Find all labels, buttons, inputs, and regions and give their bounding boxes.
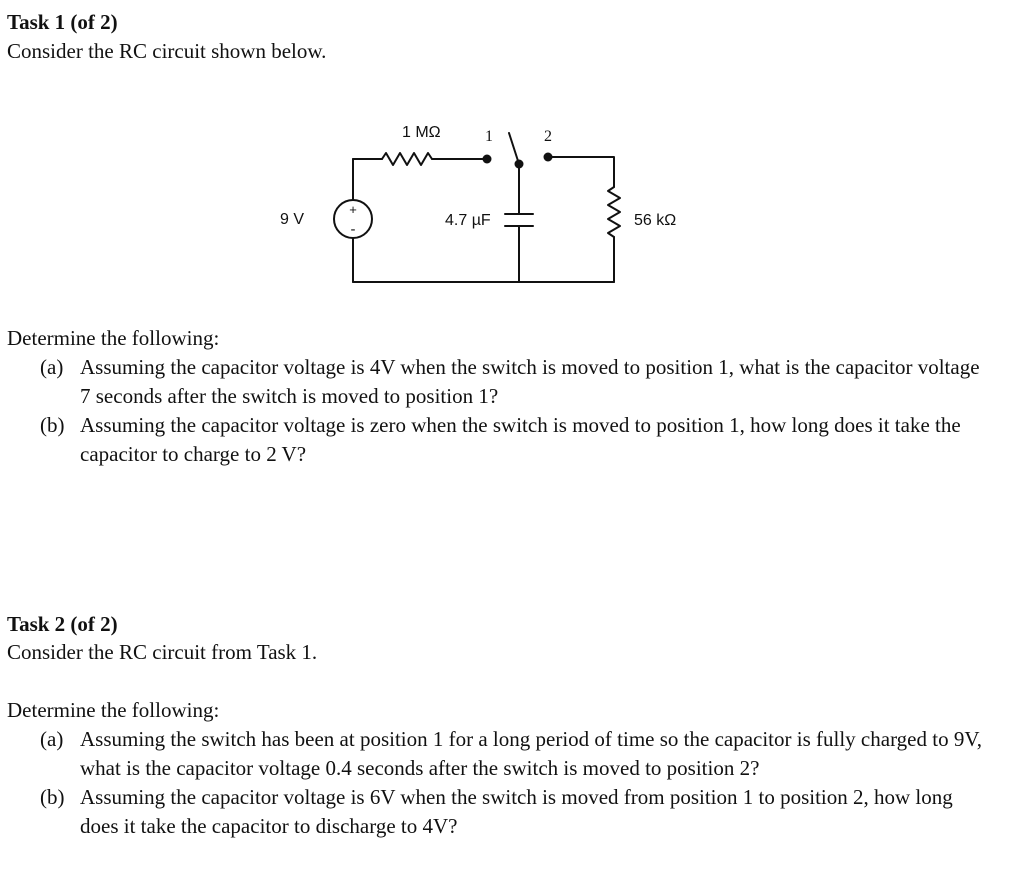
switch-contact-2 — [544, 153, 553, 162]
resistor-1-symbol — [382, 153, 432, 165]
wire-top-right — [548, 157, 614, 187]
question-label: (a) — [40, 727, 64, 751]
question-text: Assuming the capacitor voltage is 6V when the switch is moved from position 1 to position 2, how long does it take the capacitor to discharge to 4V? — [80, 785, 953, 838]
task2-question-b — [40, 783, 990, 841]
question-text: Assuming the switch has been at position 1 for a long period of time so the capacitor is fully charged to 9V, what is the capacitor voltage 0.4 seconds after the switch is moved to position 2? — [80, 727, 983, 780]
resistor-2-symbol — [608, 187, 620, 237]
switch-pivot — [515, 160, 524, 169]
task1-question-b — [40, 411, 980, 469]
switch-contact-1 — [483, 155, 492, 164]
task1-intro: Consider the RC circuit shown below. — [7, 39, 327, 63]
task1-question-list — [40, 353, 980, 469]
resistor-1-label: 1 MΩ — [402, 124, 441, 141]
task1-determine-label: Determine the following: — [7, 326, 220, 350]
capacitor-label: 4.7 µF — [445, 212, 491, 229]
task2-determine-label: Determine the following: — [7, 698, 220, 722]
switch-position-2-label: 2 — [544, 128, 552, 145]
question-label: (b) — [40, 785, 65, 809]
task1-title: Task 1 (of 2) — [7, 10, 118, 34]
task2-title: Task 2 (of 2) — [7, 612, 118, 636]
task1-question-a — [40, 353, 980, 411]
task2-question-a — [40, 725, 990, 783]
task2-intro: Consider the RC circuit from Task 1. — [7, 640, 318, 664]
source-plus-sign: + — [349, 202, 357, 217]
question-label: (b) — [40, 413, 65, 437]
question-text: Assuming the capacitor voltage is 4V when the switch is moved to position 1, what is the capacitor voltage 7 seconds after the switch is moved to position 1? — [80, 355, 980, 408]
question-text: Assuming the capacitor voltage is zero when the switch is moved to position 1, how long does it take the capacitor to charge to 2 V? — [80, 413, 961, 466]
question-label: (a) — [40, 355, 64, 379]
task2-question-list — [40, 725, 990, 841]
source-voltage-label: 9 V — [280, 211, 305, 228]
voltage-source-symbol — [334, 200, 372, 238]
switch-position-1-label: 1 — [485, 128, 493, 145]
resistor-2-label: 56 kΩ — [634, 212, 677, 229]
source-minus-sign: - — [350, 221, 356, 238]
switch-arm — [509, 133, 519, 164]
